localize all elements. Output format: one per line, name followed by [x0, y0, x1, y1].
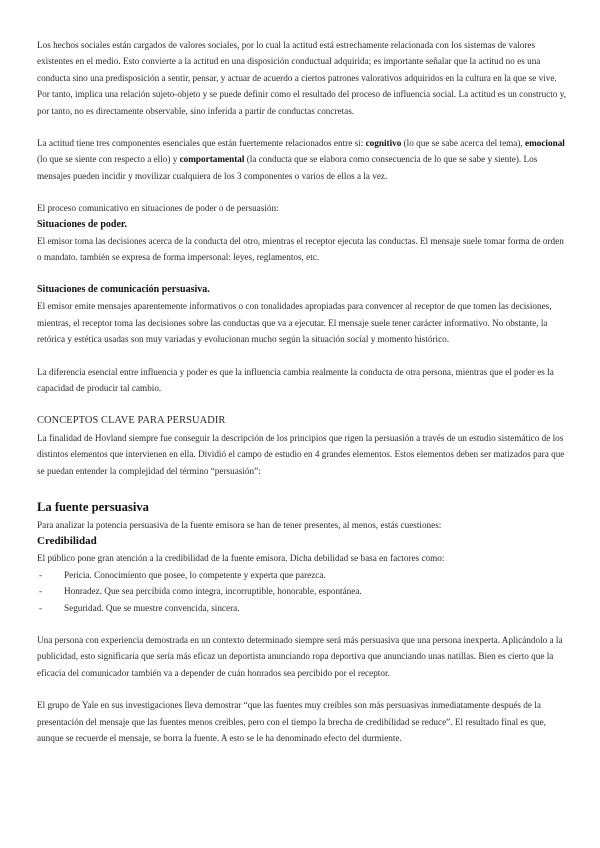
paragraph-hovland: La finalidad de Hovland siempre fue conseguir la descripción de los principios que rigen la persuasión a través de un estudio sistemático de los distintos elementos que intervienen en ella. Dividió el campo de estudio en 4 grandes elementos. Estos elementos deben ser matizados para que se puedan entender la complejidad del término “persuasión”: — [37, 432, 565, 476]
list-item: - Pericia. Conocimiento que posee, lo competente y experta que parezca. — [37, 567, 567, 583]
heading-situaciones-poder: Situaciones de poder. — [37, 218, 127, 230]
credibility-factors-list — [37, 567, 567, 616]
term-emocional: emocional — [525, 138, 565, 149]
componentes-text-c: (lo que se sabe acerca del tema), — [401, 138, 526, 149]
paragraph-comunicacion-persuasiva: El emisor emite mensajes aparentemente informativos o con tonalidades apropiadas para convencer al receptor de que tomen las decisiones, mientras, el receptor toma las decisiones sobre las conductas que va a ejecutar. El mensaje suele tener carácter informativo. No obstante, la retórica y estética usadas son muy variadas y evolucionan mucho según la situación social y momento histórico. — [37, 301, 552, 345]
heading-comunicacion-persuasiva: Situaciones de comunicación persuasiva. — [37, 283, 210, 295]
document-page — [37, 37, 567, 746]
paragraph-situaciones-poder: El emisor toma las decisiones acerca de la conducta del otro, mientras el receptor ejecuta las conductas. El mensaje suele tomar forma de orden o mandato. también se expresa de forma impersonal: leyes, reglamentos, etc. — [37, 236, 564, 263]
paragraph-credibilidad: El público pone gran atención a la credibilidad de la fuente emisora. Dicha debilidad se basa en factores como: — [37, 553, 445, 564]
list-item: - Honradez. Que sea percibida como íntegra, incorruptible, honorable, espontánea. — [37, 583, 567, 599]
componentes-text-d: (lo que se siente con respecto a ello) y — [37, 154, 180, 165]
componentes-text-a: La actitud tiene tres componentes esenciales que están fuertemente relacionados entre sí: — [37, 138, 366, 149]
paragraph-proceso-intro: El proceso comunicativo en situaciones de poder o de persuasión: — [37, 203, 279, 214]
paragraph-componentes-actitud — [37, 135, 567, 184]
heading-conceptos-clave: CONCEPTOS CLAVE PARA PERSUADIR — [37, 415, 226, 427]
paragraph-experiencia: Una persona con experiencia demostrada en un contexto determinado siempre será más persuasiva que una persona inexperta. Aplicándolo a la publicidad, esto significaría que sería más eficaz un deportista anunciando ropa deportiva que anunciando unas natillas. Bien es cierto que la eficacia del comunicador también va a depender de cuán honrados sea percibido por el receptor. — [37, 634, 563, 678]
list-item: - Seguridad. Que se muestre convencida, sincera. — [37, 600, 567, 616]
heading-fuente-persuasiva: La fuente persuasiva — [37, 499, 149, 514]
paragraph-grupo-yale: El grupo de Yale en sus investigaciones lleva demostrar “que las fuentes muy creíbles son más persuasivas inmediatamente después de la presentación del mensaje que las fuentes menos creíbles, pero con el tiempo la brecha de credibilidad se reduce”. El resultado final es que, aunque se recuerde el mensaje, se borra la fuente. A esto se le ha denominado efecto del durmiente. — [37, 700, 546, 743]
paragraph-influencia-poder: La diferencia esencial entre influencia y poder es que la influencia cambia realmente la conducta de otra persona, mientras que el poder es la capacidad de producir tal cambio. — [37, 366, 554, 393]
paragraph-valores-sociales: Los hechos sociales están cargados de valores sociales, por lo cual la actitud está estrechamente relacionada con los sistemas de valores existentes en el medio. Esto convierte a la actitud en una disposición conductual adquirida; es importante señalar que la actitud no es una conducta sino una predisposición a sentir, pensar, y actuar de acuerdo a ciertos patrones valorativos adquiridos en la cultura en la que se vive. Por tanto, implica una relación sujeto-objeto y se puede definir como el resultado del proceso de influencia social. La actitud es un constructo y, por tanto, no es directamente observable, sino inferida a partir de conductas concretas. — [37, 40, 567, 116]
term-comportamental: comportamental — [179, 154, 245, 165]
componentes-text-e: (la conducta que se elabora como consecuencia de lo que se sabe y siente). Los mensajes pueden incidir y movilizar cualquiera de los 3 componentes o varios de ellos a la vez. — [37, 154, 538, 181]
paragraph-fuente-intro: Para analizar la potencia persuasiva de la fuente emisora se han de tener presentes, al menos, estás cuestiones: — [37, 519, 442, 530]
heading-credibilidad: Credibilidad — [37, 535, 97, 548]
term-cognitivo: cognitivo — [365, 138, 402, 149]
